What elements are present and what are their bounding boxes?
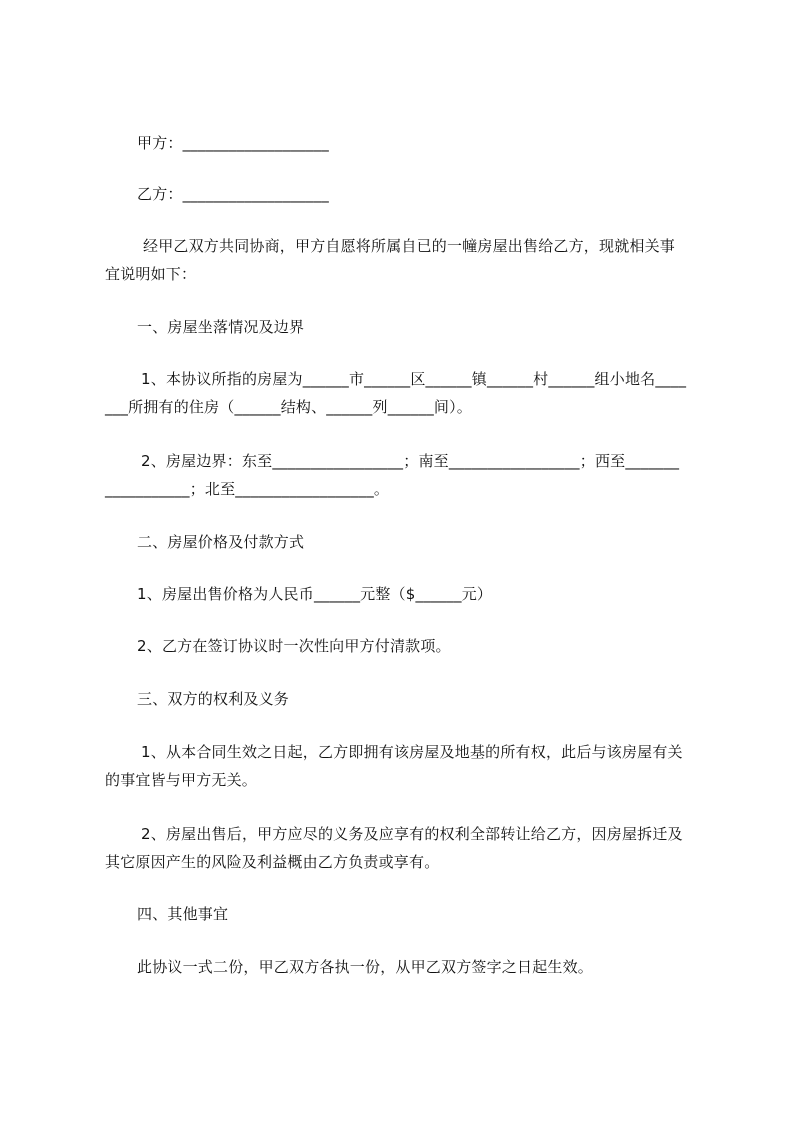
s1-item2-line-2: ___________；北至__________________。 [105, 480, 390, 498]
s3-item1-line-1: 1、从本合同生效之日起，乙方即拥有该房屋及地基的所有权，此后与该房屋有关 [141, 743, 683, 761]
s1-item1-line-1: 1、本协议所指的房屋为______市______区______镇______村______组小地名____ [141, 370, 687, 388]
section-1-title: 一、房屋坐落情况及边界 [137, 318, 305, 336]
s3-item2-line-1: 2、房屋出售后，甲方应尽的义务及应享有的权利全部转让给乙方，因房屋拆迁及 [141, 825, 683, 843]
s4-text: 此协议一式二份，甲乙双方各执一份，从甲乙双方签字之日起生效。 [137, 958, 594, 976]
party-a-line: 甲方：___________________ [137, 134, 329, 152]
s3-item1-line-2: 的事宜皆与甲方无关。 [105, 771, 258, 789]
section-2-title: 二、房屋价格及付款方式 [137, 533, 305, 551]
s2-item-1: 1、房屋出售价格为人民币______元整（$______元） [137, 585, 493, 603]
section-3-title: 三、双方的权利及义务 [137, 690, 290, 708]
party-b-line: 乙方：___________________ [137, 185, 329, 203]
s2-item-2: 2、乙方在签订协议时一次性向甲方付清款项。 [137, 637, 451, 655]
intro-line-1: 经甲乙双方共同协商，甲方自愿将所属自已的一幢房屋出售给乙方，现就相关事 [143, 237, 676, 255]
s1-item1-line-2: ___所拥有的住房（______结构、______列______间）。 [105, 398, 473, 416]
s1-item2-line-1: 2、房屋边界：东至_________________；南至_________________；西至_______ [141, 452, 680, 470]
s3-item2-line-2: 其它原因产生的风险及利益概由乙方负责或享有。 [105, 853, 440, 871]
intro-line-2: 宜说明如下： [105, 265, 197, 283]
section-4-title: 四、其他事宜 [137, 905, 229, 923]
